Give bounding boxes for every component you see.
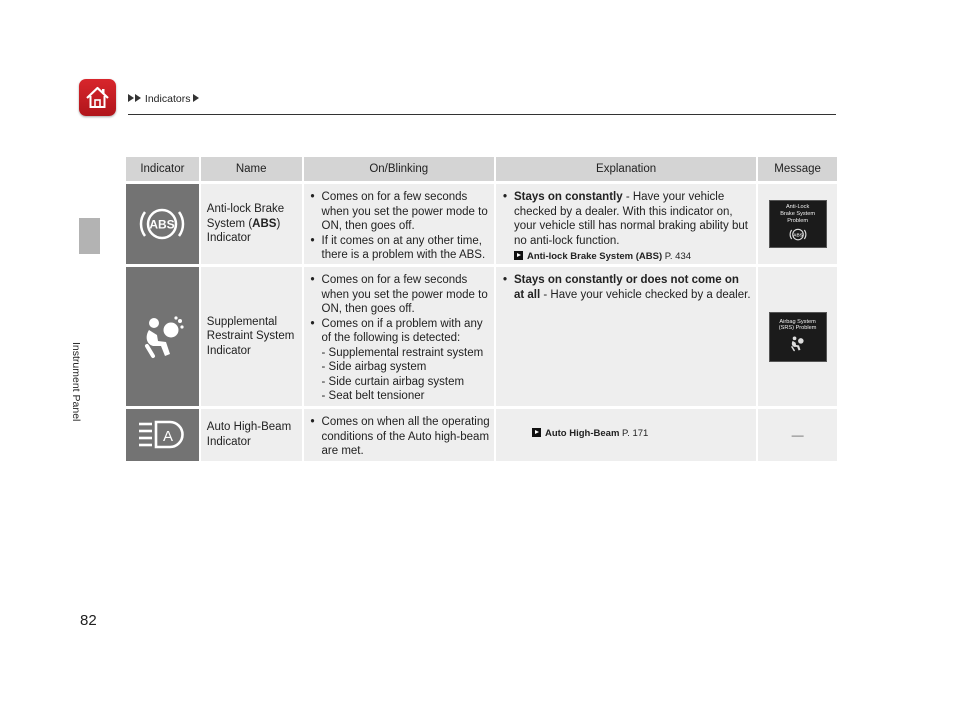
list-item: • Comes on if a problem with any of the following is detected:	[310, 317, 483, 344]
abs-indicator-cell	[126, 184, 199, 264]
srs-message-display: Airbag System (SRS) Problem	[769, 312, 827, 362]
reference-arrow-icon	[532, 428, 541, 437]
list-item: • Comes on for a few seconds when you set the power mode to ON, then goes off.	[310, 274, 488, 315]
auto-high-beam-icon	[137, 420, 187, 450]
chapter-tab-marker	[79, 218, 100, 254]
auto-high-beam-indicator-cell	[126, 409, 199, 461]
srs-explanation-cell	[496, 267, 756, 406]
page-reference-link[interactable]: Anti-lock Brake System (ABS) P. 434	[502, 250, 752, 265]
header-rule	[128, 114, 836, 115]
page-reference-link[interactable]: Auto High-Beam P. 171	[502, 427, 648, 442]
table-row	[126, 184, 837, 264]
no-message-dash: —	[791, 427, 804, 442]
abs-icon	[139, 204, 185, 244]
list-subitem: - Supplemental restraint system	[321, 346, 484, 359]
header-explanation: Explanation	[496, 157, 756, 181]
abs-message-display: Anti-Lock Brake System Problem ABS	[769, 200, 827, 248]
list-item: • Comes on when all the operating conditions of the Auto high-beam are met.	[310, 416, 490, 457]
auto-high-beam-name-cell: Auto High-Beam Indicator	[201, 409, 302, 461]
reference-arrow-icon	[514, 251, 523, 260]
auto-high-beam-on-blinking-cell	[304, 409, 494, 461]
srs-message-cell	[758, 267, 837, 406]
svg-text:ABS: ABS	[149, 217, 176, 232]
srs-name-cell: Supplemental Restraint System Indicator	[201, 267, 302, 406]
list-item: • Comes on for a few seconds when you set the power mode to ON, then goes off.	[310, 191, 488, 232]
list-item: • Stays on constantly - Have your vehicle checked by a dealer. With this indicator on, your vehicle still has normal braking ability but no anti-lock function.	[502, 191, 748, 247]
list-item: • If it comes on at any other time, there is a problem with the ABS.	[310, 234, 486, 261]
table-row	[126, 409, 837, 461]
breadcrumb-arrow-icon	[135, 94, 141, 102]
chapter-label: Instrument Panel	[70, 342, 82, 422]
home-icon	[85, 85, 110, 110]
header-name: Name	[201, 157, 302, 181]
list-item: • Stays on constantly or does not come on at all - Have your vehicle checked by a dealer.	[502, 274, 751, 301]
page-number: 82	[80, 612, 97, 629]
abs-icon	[789, 227, 807, 242]
header-message: Message	[758, 157, 837, 181]
breadcrumb-arrow-icon	[193, 94, 199, 102]
breadcrumb[interactable]	[128, 93, 200, 105]
header-indicator: Indicator	[126, 157, 199, 181]
home-button[interactable]	[79, 79, 116, 116]
list-subitem: - Side airbag system	[321, 361, 427, 373]
table-header	[126, 157, 837, 181]
auto-high-beam-explanation-cell	[496, 409, 756, 461]
breadcrumb-current[interactable]: Indicators	[144, 93, 191, 105]
breadcrumb-arrow-icon	[128, 94, 134, 102]
abs-message-cell	[758, 184, 837, 264]
airbag-icon	[139, 314, 185, 360]
svg-text:A: A	[163, 428, 174, 445]
abs-on-blinking-cell	[304, 184, 494, 264]
srs-indicator-cell	[126, 267, 199, 406]
auto-high-beam-message-cell	[758, 409, 837, 461]
svg-text:ABS: ABS	[792, 232, 803, 238]
airbag-icon	[789, 335, 806, 352]
list-subitem: - Seat belt tensioner	[321, 390, 425, 402]
indicators-table	[126, 157, 837, 461]
abs-name-cell: Anti-lock Brake System (ABS) Indicator	[201, 184, 302, 264]
abs-explanation-cell	[496, 184, 756, 264]
srs-on-blinking-cell	[304, 267, 494, 406]
list-subitem: - Side curtain airbag system	[321, 375, 465, 388]
table-row	[126, 267, 837, 406]
header-on-blinking: On/Blinking	[304, 157, 494, 181]
